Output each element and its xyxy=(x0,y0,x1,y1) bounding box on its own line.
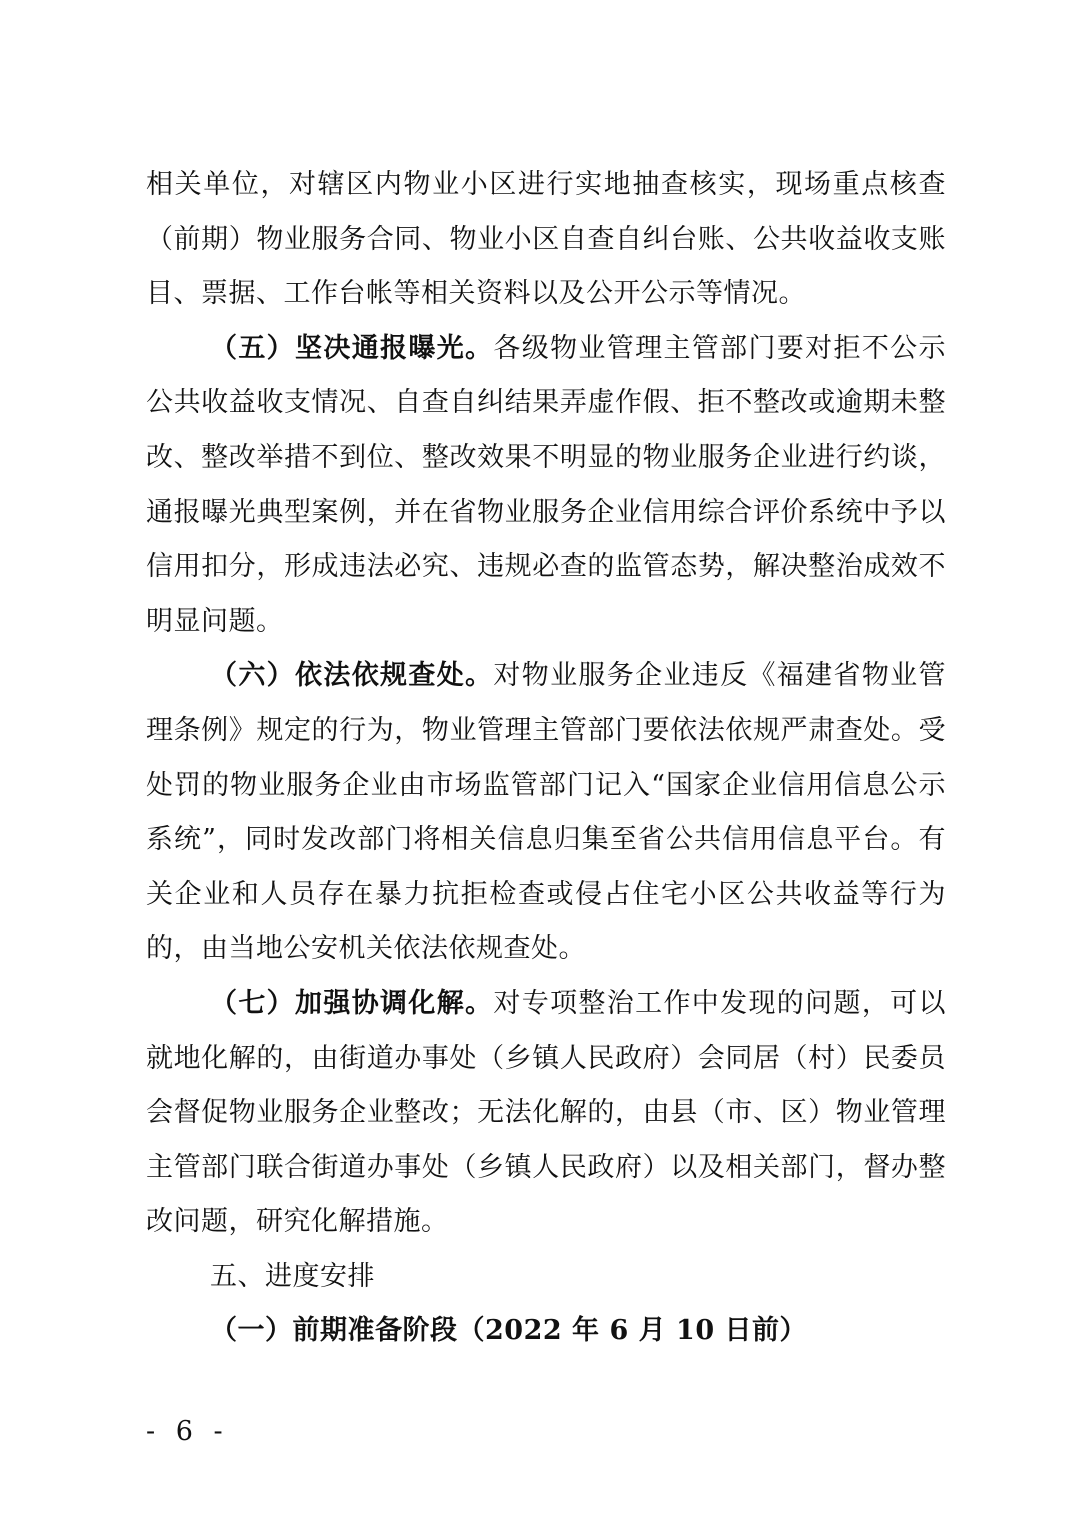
paragraph-lawful-handling xyxy=(146,649,946,977)
paragraph-text: 对物业服务企业违反《福建省物业管理条例》规定的行为，物业管理主管部门要依法依规严肃查处。受处罚的物业服务企业由市场监管部门记入“国家企业信用信息公示系统”，同时发改部门将相关信息归集至省公共信用信息平台。有关企业和人员存在暴力抗拒检查或侵占住宅小区公共收益等行为的，由当地公安机关依法依规查处。 xyxy=(146,660,947,965)
paragraph-continuation: 相关单位，对辖区内物业小区进行实地抽查核实，现场重点核查（前期）物业服务合同、物业小区自查自纠台账、公共收益收支账目、票据、工作台帐等相关资料以及公开公示等情况。 xyxy=(146,169,946,310)
paragraph-heading: （六）依法依规查处。 xyxy=(210,660,494,692)
paragraph-coordination xyxy=(146,977,946,1250)
page-number: - 6 - xyxy=(146,1416,229,1447)
document-body xyxy=(146,158,946,1359)
paragraph-text: 对专项整治工作中发现的问题，可以就地化解的，由街道办事处（乡镇人民政府）会同居（村）民委员会督促物业服务企业整改；无法化解的，由县（市、区）物业管理主管部门联合街道办事处（乡镇人民政府）以及相关部门，督办整改问题，研究化解措施。 xyxy=(146,987,947,1238)
paragraph-text: 各级物业管理主管部门要对拒不公示公共收益收支情况、自查自纠结果弄虚作假、拒不整改或逾期未整改、整改举措不到位、整改效果不明显的物业服务企业进行约谈，通报曝光典型案例，并在省物业服务企业信用综合评价系统中予以信用扣分，形成违法必究、违规必查的监管态势，解决整治成效不明显问题。 xyxy=(146,332,947,637)
paragraph-heading: （五）坚决通报曝光。 xyxy=(210,332,494,364)
paragraph-heading: （七）加强协调化解。 xyxy=(210,987,494,1019)
paragraph-publicize-exposure xyxy=(146,322,946,650)
section-heading: 五、进度安排 xyxy=(210,1260,375,1292)
subsection-heading: （一）前期准备阶段（2022 年 6 月 10 日前） xyxy=(210,1315,808,1347)
